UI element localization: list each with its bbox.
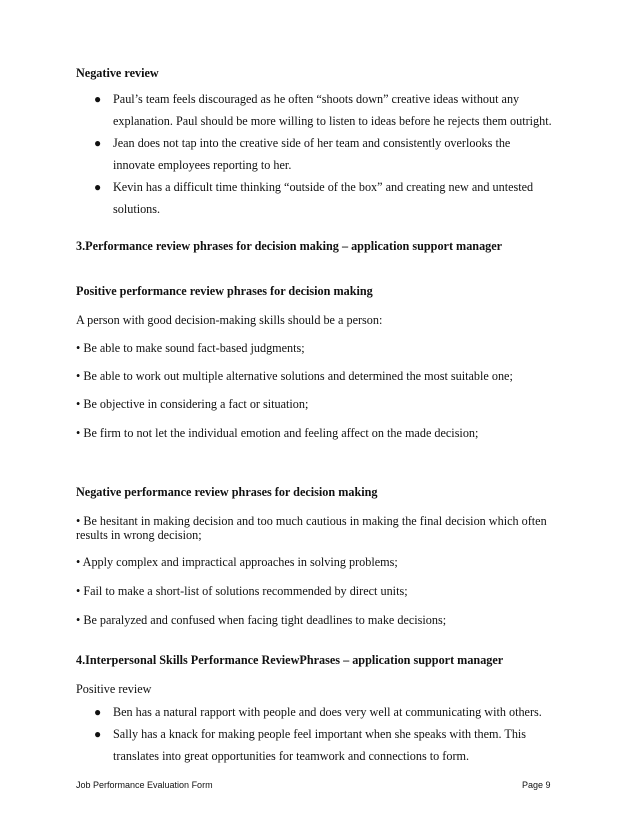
list-item: • Be able to work out multiple alternative solutions and determined the most suitable one; bbox=[76, 369, 513, 383]
bullet-line: Jean does not tap into the creative side of her team and consistently overlooks the bbox=[113, 136, 511, 150]
bullet-line: Kevin has a difficult time thinking “outside of the box” and creating new and untested bbox=[113, 180, 534, 194]
list-item: • Be objective in considering a fact or situation; bbox=[76, 397, 309, 411]
negative-decision-heading: Negative performance review phrases for decision making bbox=[76, 485, 378, 499]
negative-review-heading: Negative review bbox=[76, 66, 159, 80]
bullet-line: Ben has a natural rapport with people and does very well at communicating with others. bbox=[113, 705, 542, 719]
bullet-line: translates into great opportunities for teamwork and connections to form. bbox=[113, 749, 470, 763]
bullet-line: Sally has a knack for making people feel important when she speaks with them. This bbox=[113, 727, 527, 741]
section3-heading: 3.Performance review phrases for decision making – application support manager bbox=[76, 239, 503, 253]
list-item: • Be able to make sound fact-based judgments; bbox=[76, 341, 305, 355]
list-item: • Be firm to not let the individual emotion and feeling affect on the made decision; bbox=[76, 426, 479, 440]
bullet-line: explanation. Paul should be more willing to listen to ideas before he rejects them outright. bbox=[113, 114, 552, 128]
bullet-icon: ● bbox=[94, 92, 102, 106]
bullet-icon: ● bbox=[94, 705, 102, 719]
list-item: • Be paralyzed and confused when facing tight deadlines to make decisions; bbox=[76, 613, 447, 627]
bullet-icon: ● bbox=[94, 180, 102, 194]
page-number: Page 9 bbox=[522, 780, 551, 790]
list-item: • Apply complex and impractical approaches in solving problems; bbox=[76, 555, 398, 569]
footer-title: Job Performance Evaluation Form bbox=[76, 780, 213, 790]
positive-review-label: Positive review bbox=[76, 682, 152, 696]
list-item: • Be hesitant in making decision and too much cautious in making the final decision which often bbox=[76, 514, 547, 528]
list-item: • Fail to make a short-list of solutions recommended by direct units; bbox=[76, 584, 408, 598]
positive-decision-intro: A person with good decision-making skills should be a person: bbox=[76, 313, 383, 327]
bullet-line: solutions. bbox=[113, 202, 161, 216]
positive-decision-heading: Positive performance review phrases for decision making bbox=[76, 284, 373, 298]
bullet-line: innovate employees reporting to her. bbox=[113, 158, 292, 172]
list-item-continuation: results in wrong decision; bbox=[76, 528, 202, 542]
bullet-icon: ● bbox=[94, 136, 102, 150]
bullet-line: Paul’s team feels discouraged as he often “shoots down” creative ideas without any bbox=[113, 92, 520, 106]
bullet-icon: ● bbox=[94, 727, 102, 741]
section4-heading: 4.Interpersonal Skills Performance ReviewPhrases – application support manager bbox=[76, 653, 504, 667]
